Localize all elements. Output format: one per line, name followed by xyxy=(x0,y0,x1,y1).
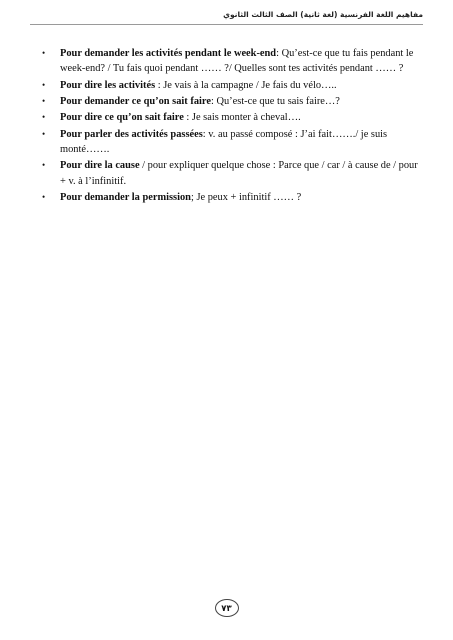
list-item xyxy=(40,46,420,76)
list-item xyxy=(40,158,420,188)
item-text: : Je vais à la campagne / Je fais du vélo….. xyxy=(155,79,337,91)
bullet-icon: • xyxy=(42,48,46,58)
list-item xyxy=(40,127,420,157)
item-lead: Pour demander la permission xyxy=(60,191,191,203)
page-header xyxy=(30,8,423,28)
bullet-icon: • xyxy=(42,95,46,106)
list-item xyxy=(40,110,420,125)
item-lead: Pour dire la cause xyxy=(60,160,140,172)
item-text: / pour expliquer quelque chose : Parce que / car / à cause de / pour + v. à l’infinitif. xyxy=(60,160,418,187)
bullet-icon: • xyxy=(42,79,46,90)
item-text: : Qu’est-ce que tu fais pendant le week-end? / Tu fais quoi pendant …… ?/ Quelles sont tes activités pendant …… ? xyxy=(60,48,414,75)
item-lead: Pour parler des activités passées xyxy=(60,128,203,140)
list-item xyxy=(40,190,420,205)
phrases-list xyxy=(40,46,420,205)
header-title: مفاهيم اللغة الفرنسية (لغة ثانية) الصف الثالث الثانوي xyxy=(223,10,423,19)
item-text: : Qu’est-ce que tu sais faire…? xyxy=(210,95,340,107)
page-number: ٧٣ xyxy=(215,599,239,617)
item-lead: Pour demander les activités pendant le week-end xyxy=(60,48,277,59)
item-lead: Pour dire ce qu’on sait faire xyxy=(60,112,184,124)
list-item xyxy=(40,94,420,109)
bullet-icon: • xyxy=(42,128,46,139)
header-rule xyxy=(30,24,423,25)
item-text: ; Je peux + infinitif …… ? xyxy=(190,191,302,203)
bullet-icon: • xyxy=(42,191,46,202)
item-lead: Pour dire les activités xyxy=(60,79,156,91)
bullet-icon: • xyxy=(42,112,46,123)
bullet-icon: • xyxy=(42,160,46,171)
item-lead: Pour demander ce qu’on sait faire xyxy=(60,95,211,107)
content-area xyxy=(40,46,420,206)
item-text: : v. au passé composé : J’ai fait……./ je suis monté……. xyxy=(60,128,388,155)
item-text: : Je sais monter à cheval…. xyxy=(183,112,301,124)
list-item xyxy=(40,78,420,93)
